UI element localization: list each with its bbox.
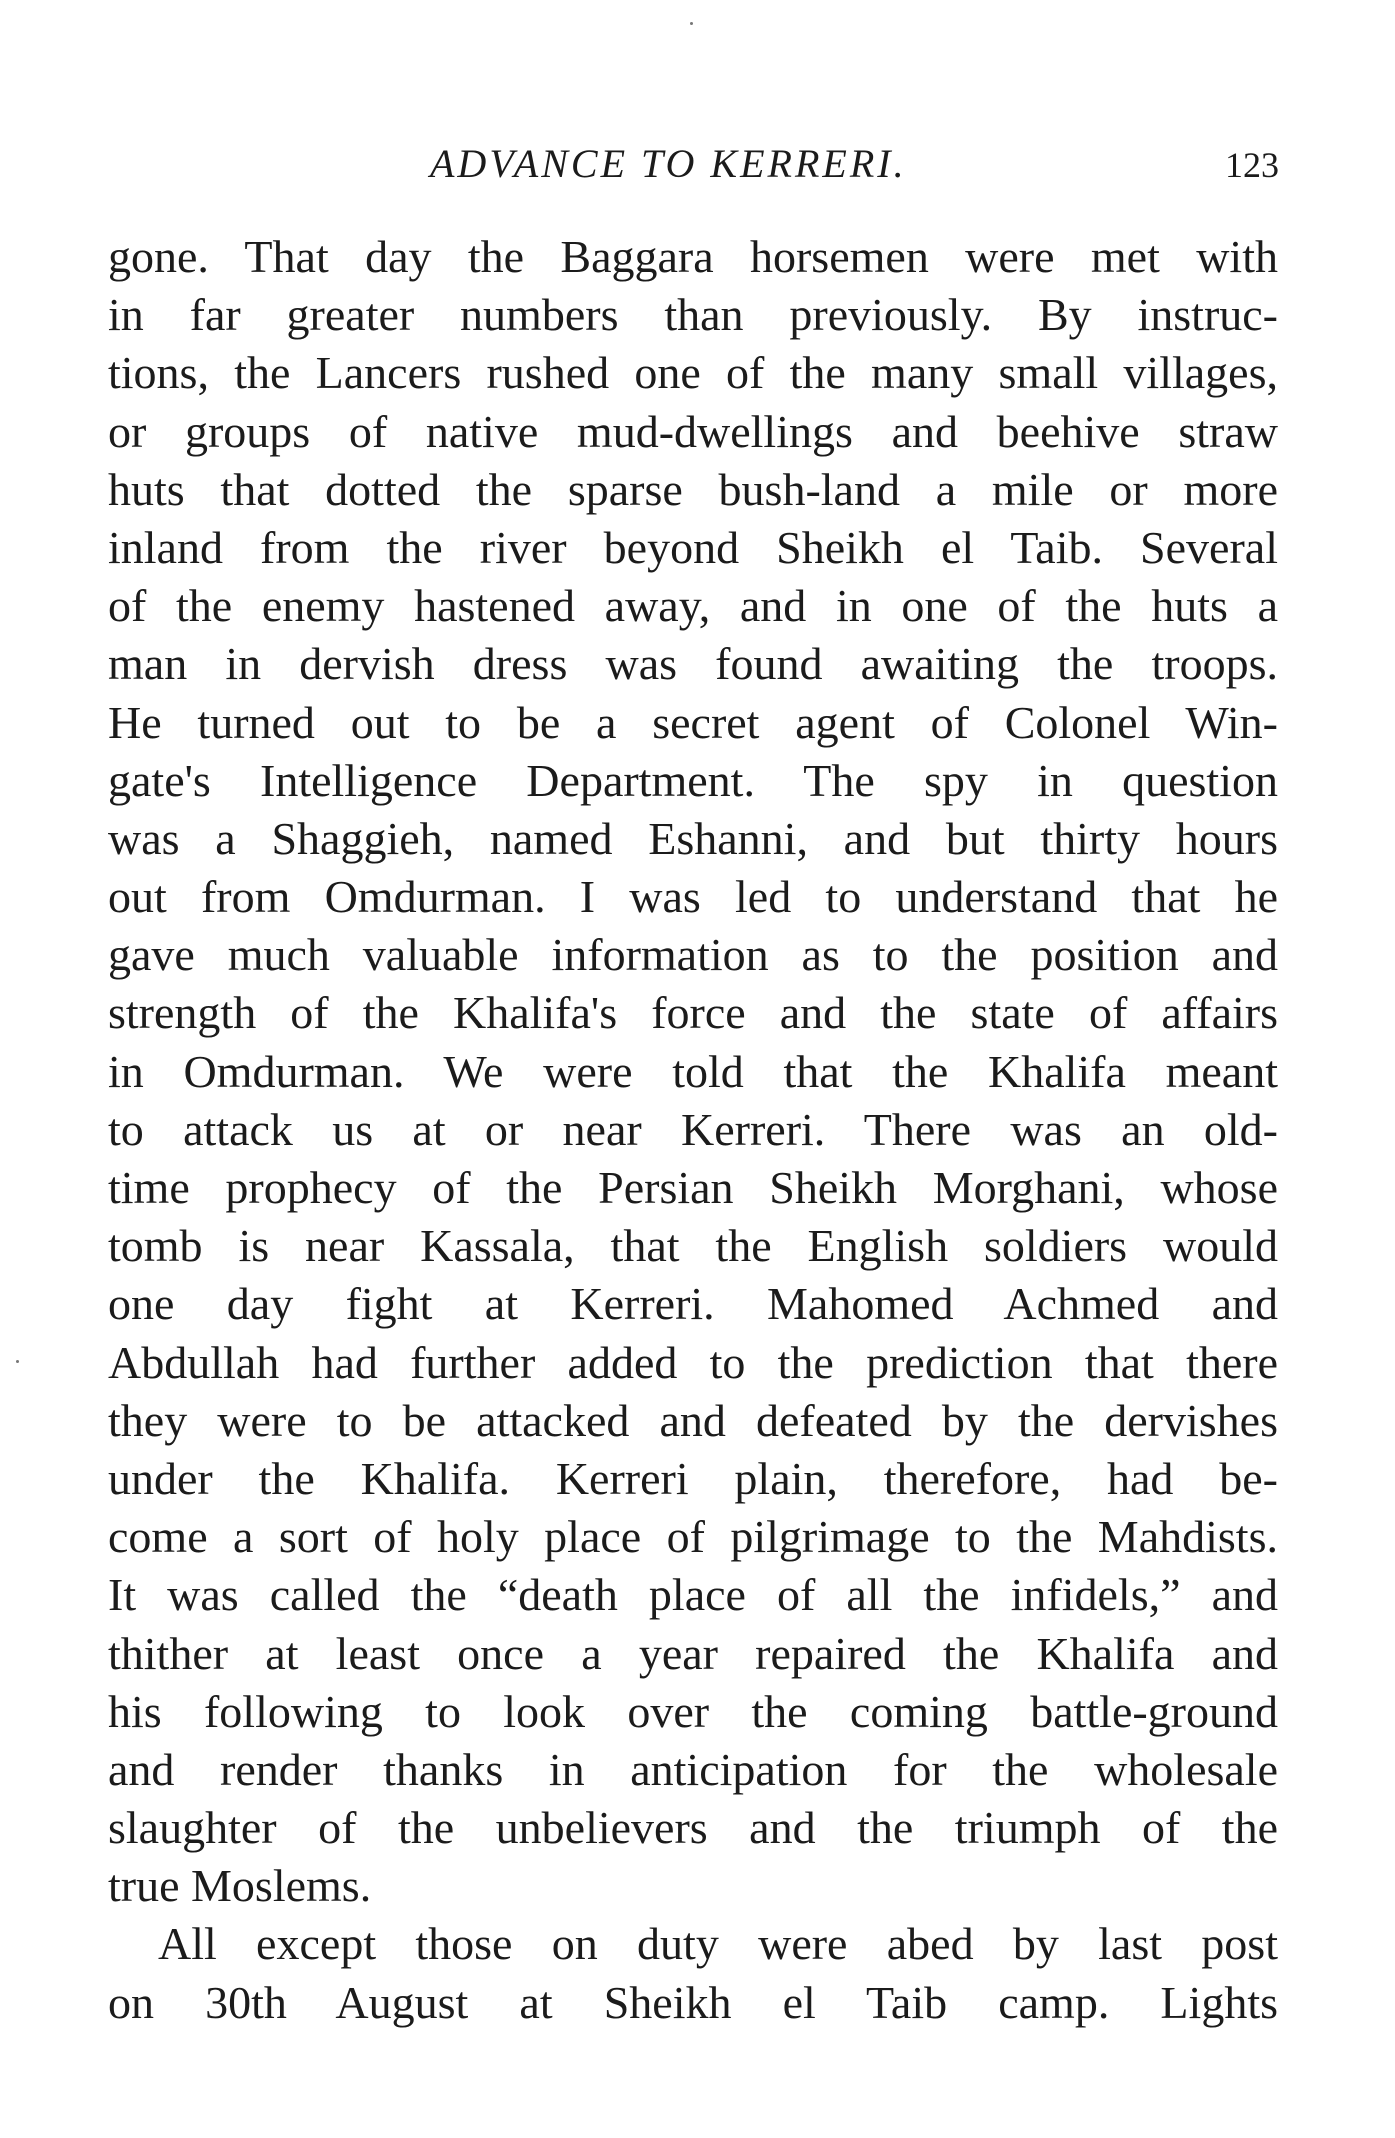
text-line: they were to be attacked and defeated by the dervishes (108, 1394, 1278, 1446)
text-line: thither at least once a year repaired the Khalifa and (108, 1627, 1278, 1679)
text-line: his following to look over the coming battle-ground (108, 1685, 1278, 1737)
text-line: slaughter of the unbelievers and the triumph of the (108, 1802, 1278, 1854)
text-line: in far greater numbers than previously. By instruc- (108, 289, 1278, 341)
text-line: and render thanks in anticipation for the wholesale (108, 1743, 1278, 1795)
page-header (0, 140, 1395, 200)
text-line: gave much valuable information as to the position and (108, 929, 1278, 981)
text-line: to attack us at or near Kerreri. There was an old- (108, 1103, 1278, 1155)
text-line: out from Omdurman. I was led to understand that he (108, 871, 1278, 923)
page-number: 123 (1225, 145, 1279, 185)
text-line: It was called the “death place of all the infidels,” and (108, 1569, 1278, 1621)
text-line: Abdullah had further added to the prediction that there (108, 1336, 1278, 1388)
text-line: tions, the Lancers rushed one of the many small villages, (108, 347, 1278, 399)
text-line: of the enemy hastened away, and in one of the huts a (108, 580, 1278, 632)
paragraph-2 (108, 1915, 1278, 2031)
text-line: one day fight at Kerreri. Mahomed Achmed and (108, 1278, 1278, 1330)
body-text (108, 228, 1278, 2032)
text-line: true Moslems. (108, 1860, 372, 1912)
text-line: huts that dotted the sparse bush-land a mile or more (108, 463, 1278, 515)
text-line: strength of the Khalifa's force and the state of affairs (108, 987, 1278, 1039)
running-title: ADVANCE TO KERRERI. (430, 141, 907, 186)
text-line: time prophecy of the Persian Sheikh Morghani, whose (108, 1162, 1278, 1213)
text-line: All except those on duty were abed by last post (158, 1918, 1278, 1970)
text-line: under the Khalifa. Kerreri plain, therefore, had be- (108, 1452, 1278, 1504)
text-line: or groups of native mud-dwellings and beehive straw (108, 405, 1278, 457)
paper-speck (690, 22, 693, 25)
text-line: tomb is near Kassala, that the English soldiers would (108, 1220, 1278, 1272)
text-line: on 30th August at Sheikh el Taib camp. Lights (108, 1976, 1278, 2028)
paragraph-1 (108, 228, 1278, 1915)
text-line: in Omdurman. We were told that the Khalifa meant (108, 1045, 1278, 1097)
text-line: gate's Intelligence Department. The spy in question (108, 754, 1278, 806)
text-line: come a sort of holy place of pilgrimage to the Mahdists. (108, 1511, 1278, 1563)
paper-speck (16, 1360, 19, 1363)
text-line: was a Shaggieh, named Eshanni, and but thirty hours (108, 812, 1278, 864)
text-line: man in dervish dress was found awaiting the troops. (108, 638, 1278, 690)
text-line: He turned out to be a secret agent of Colonel Win- (108, 696, 1278, 748)
text-line: inland from the river beyond Sheikh el Taib. Several (108, 521, 1278, 573)
text-line: gone. That day the Baggara horsemen were met with (108, 231, 1278, 282)
